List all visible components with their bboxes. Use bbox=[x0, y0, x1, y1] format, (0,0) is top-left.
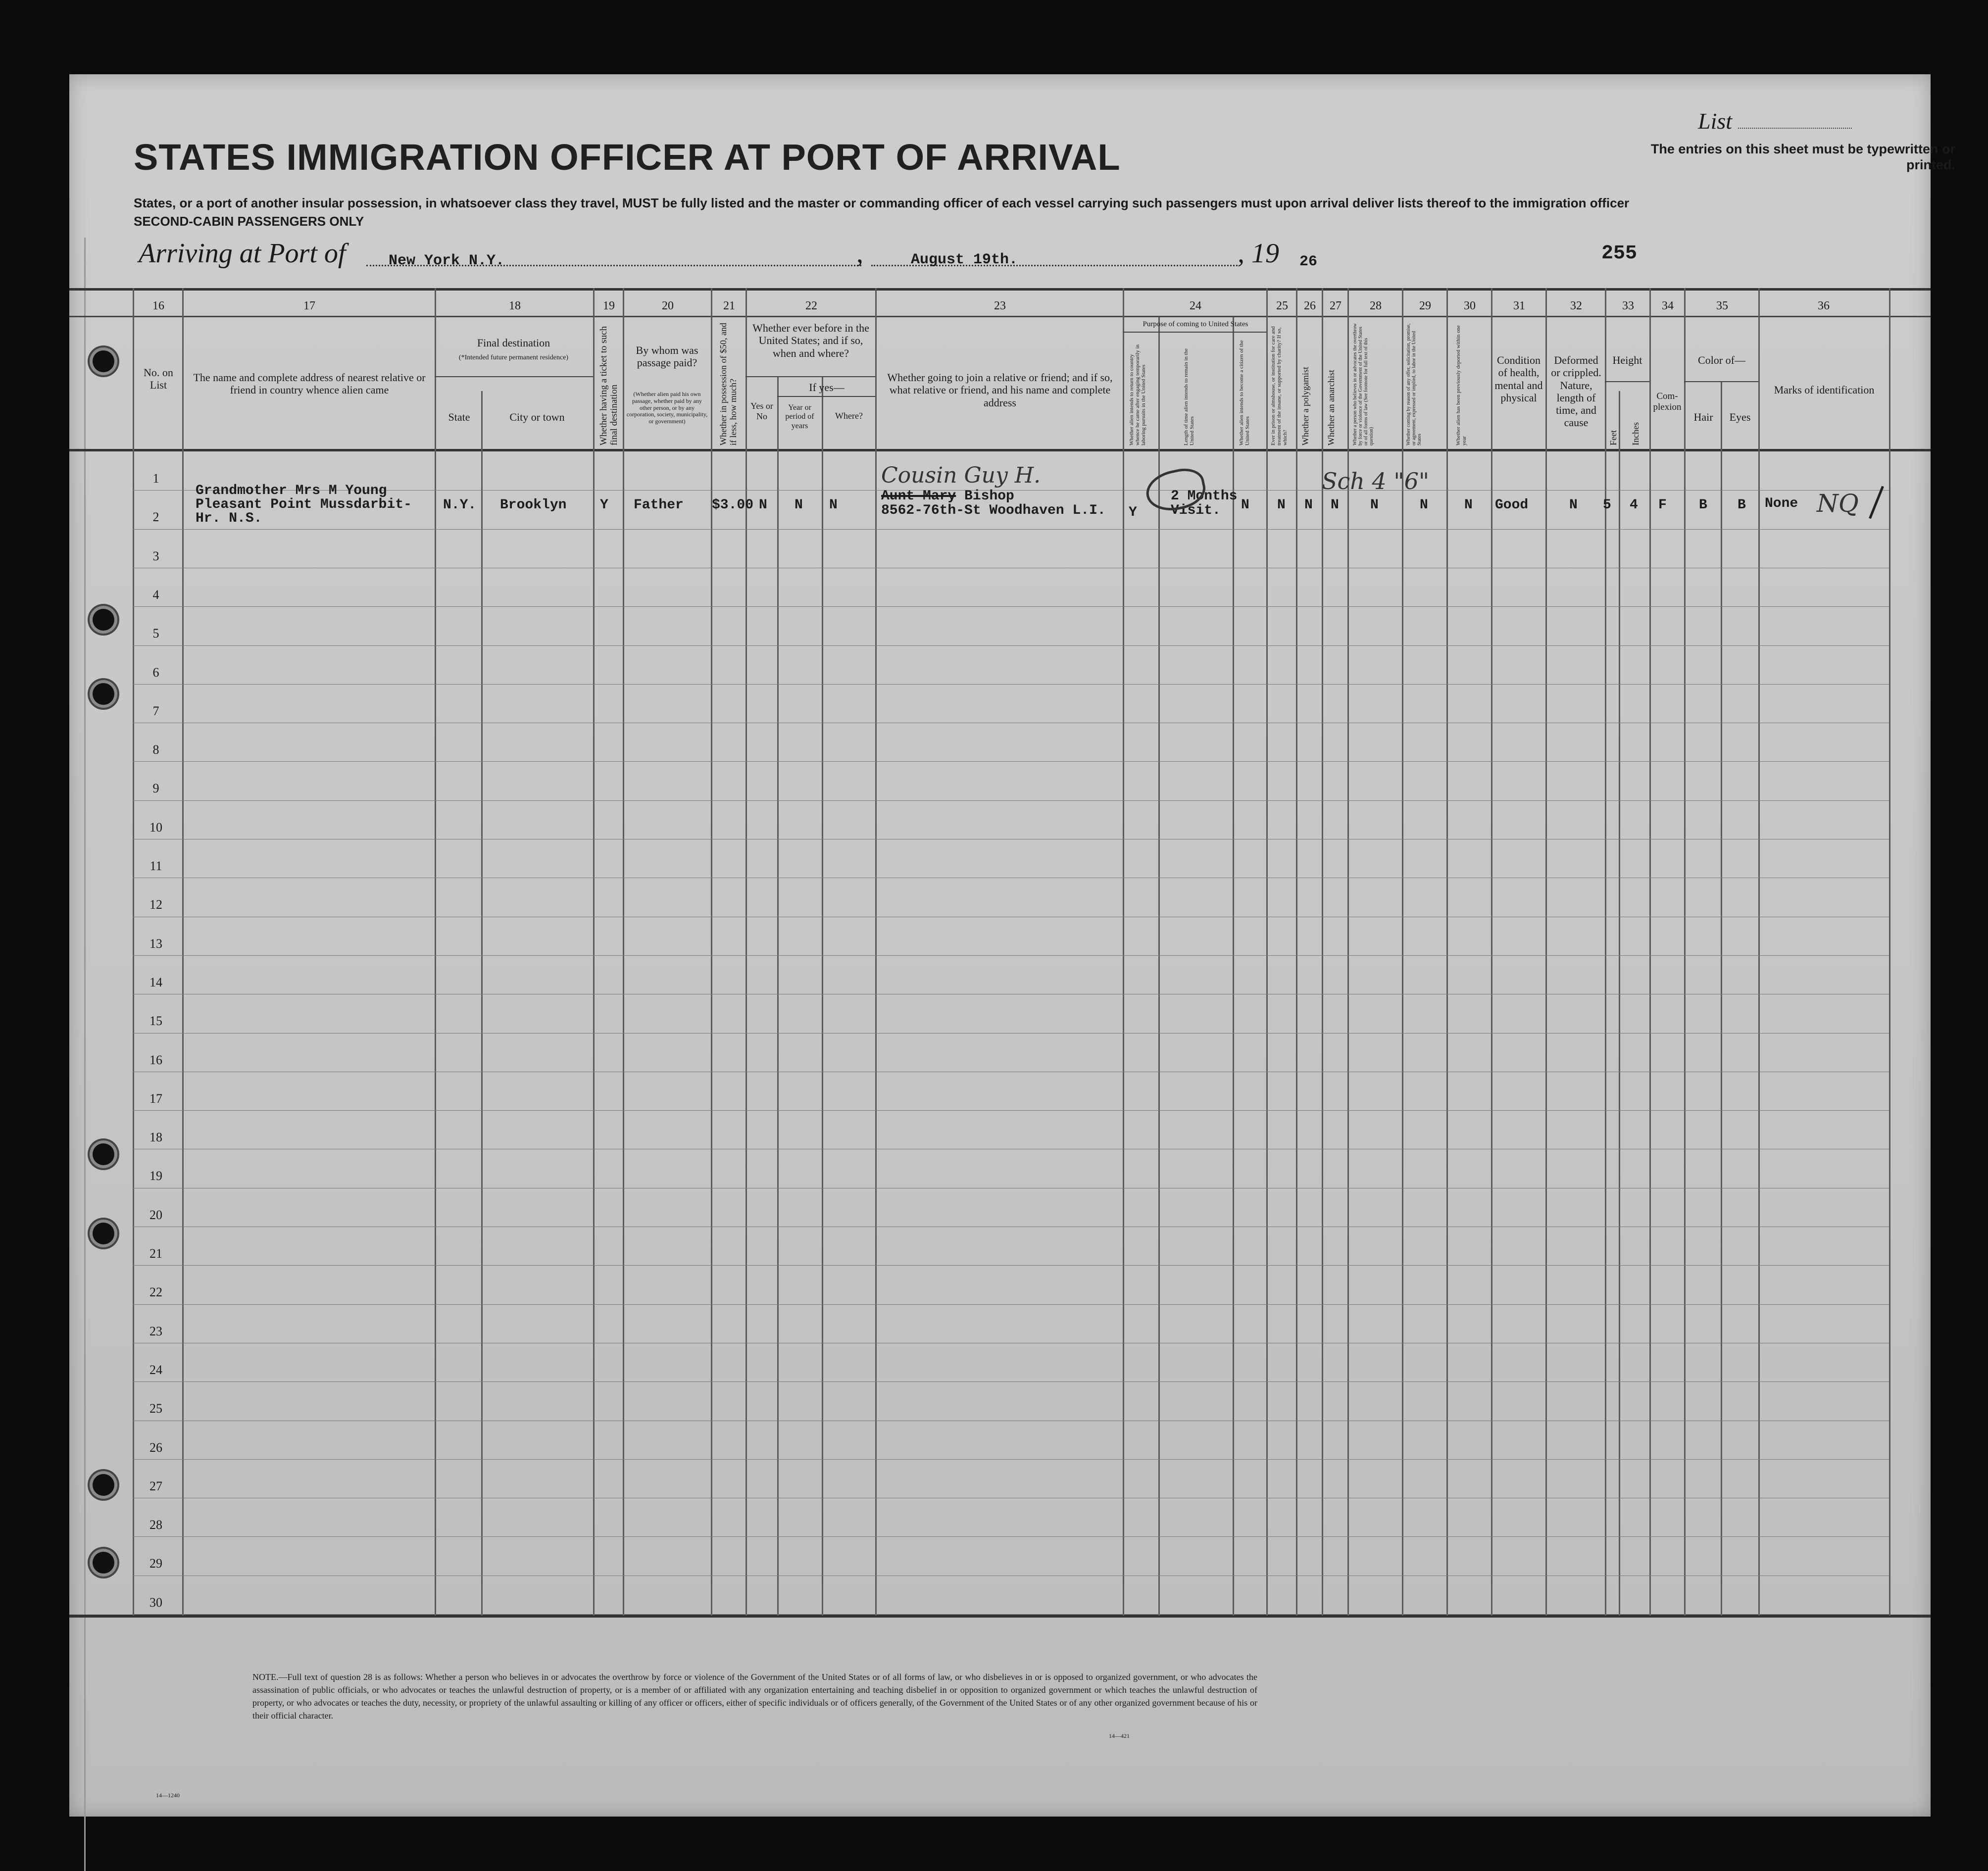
hdr-joining: Whether going to join a relative or friend; and if so, what relative or friend, and his name and complete address bbox=[887, 371, 1113, 409]
hdr-final-destination: Final destination bbox=[477, 337, 550, 349]
col-rule bbox=[1619, 391, 1620, 1616]
arriving-label: Arriving at Port of bbox=[139, 238, 346, 269]
colnum: 27 bbox=[1330, 299, 1342, 312]
punch-hole bbox=[93, 1223, 114, 1244]
row-number: 15 bbox=[149, 1014, 162, 1028]
hdr-state: State bbox=[448, 411, 470, 423]
row-line bbox=[133, 684, 1889, 685]
punch-hole bbox=[93, 609, 114, 631]
punch-hole bbox=[93, 350, 114, 372]
hdr-feet: Feet bbox=[1608, 430, 1618, 445]
col-rule bbox=[1605, 288, 1606, 1616]
hdr-relative: The name and complete address of nearest relative or friend in country whence alien came bbox=[193, 371, 426, 396]
subhdr-rule bbox=[1605, 381, 1649, 382]
row-number: 7 bbox=[152, 704, 159, 718]
row-number: 25 bbox=[149, 1401, 162, 1416]
colnum: 17 bbox=[303, 299, 315, 312]
entry-complexion: F bbox=[1658, 497, 1667, 513]
hdr-ever-before: Whether ever before in the United States; and if so, when and where? bbox=[752, 322, 869, 359]
entry-ticket: Y bbox=[600, 497, 608, 513]
entry-deformed: N bbox=[1569, 497, 1578, 513]
hdr-ticket: Whether having a ticket to such final destination bbox=[598, 326, 619, 445]
row-line bbox=[133, 606, 1889, 607]
year-suffix: 26 bbox=[1299, 253, 1318, 270]
colnum: 18 bbox=[509, 299, 521, 312]
entry-joining-struck: Aunt Mary bbox=[881, 489, 956, 504]
row-line bbox=[133, 1459, 1889, 1460]
row-number: 24 bbox=[149, 1363, 162, 1377]
footer-note: NOTE.—Full text of question 28 is as follows: Whether a person who believes in or advocates the overthrow by force or violence of the Government of the United States or of all forms of law, or who disbelieves in or is opposed to organized government, or who advocates the assassination of public officials, or who advocates or teaches the unlawful destruction of property, or is a member of or affiliated with any organization entertaining and teaching disbelief in or opposition to organized government or which teaches the unlawful destruction of property, or who advocates or teaches the duty, necessity, or propriety of the unlawful assaulting or killing of any officer or officers, either of specific individuals or of officers generally, of the Government of the United States or of any other organized government because of his or their official character. bbox=[252, 1672, 1257, 1721]
row-number: 3 bbox=[152, 549, 159, 563]
hdr-final-destination-note: (*Intended future permanent residence) bbox=[458, 354, 569, 361]
manifest-sheet bbox=[69, 74, 1955, 1817]
row-line bbox=[133, 1614, 1889, 1615]
entry-anarchist: N bbox=[1331, 497, 1339, 513]
row-number: 18 bbox=[149, 1130, 162, 1144]
instructions-text: States, or a port of another insular possession, in whatsoever class they travel, MUST be fully listed and the master or commanding officer of each vessel carrying such passengers must upon arrival deliver lists thereof to the immigration officer bbox=[134, 196, 1630, 210]
hdr-purpose-c: Whether alien intends to become a citizen of the United States bbox=[1239, 340, 1251, 445]
hdr-prison: Ever in prison or almshouse, or institution for care and treatment of the insane, or supported by charity? If so, which? bbox=[1270, 326, 1289, 445]
table-top-rule bbox=[69, 288, 1931, 291]
entry-yes-no: N bbox=[795, 497, 803, 513]
subhdr-rule bbox=[435, 376, 593, 377]
entries-note: The entries on this sheet must be typewritten or printed. bbox=[1650, 142, 1955, 173]
colnum: 32 bbox=[1570, 299, 1582, 312]
row-number: 11 bbox=[149, 859, 162, 873]
colnum: 16 bbox=[152, 299, 164, 312]
entry-purpose-b-line1: 2 Months bbox=[1171, 489, 1238, 504]
entry-relative-line2: Pleasant Point Mussdarbit- bbox=[196, 497, 412, 512]
row-line bbox=[133, 645, 1889, 646]
col-rule bbox=[1649, 288, 1651, 1616]
subhdr-rule bbox=[777, 396, 875, 397]
col-rule bbox=[182, 288, 184, 1616]
row-number: 26 bbox=[149, 1440, 162, 1455]
hdr-condition: Condition of health, mental and physical bbox=[1494, 354, 1543, 404]
entry-condition: Good bbox=[1495, 497, 1529, 513]
col-rule bbox=[711, 288, 712, 1616]
colnum: 19 bbox=[603, 299, 615, 312]
entry-deported: N bbox=[1464, 497, 1473, 513]
row-number: 2 bbox=[152, 510, 159, 524]
hdr-if-yes: If yes— bbox=[809, 381, 845, 394]
row-line bbox=[133, 800, 1889, 801]
row-number: 16 bbox=[149, 1053, 162, 1067]
cabin-class-text: SECOND-CABIN PASSENGERS ONLY bbox=[134, 214, 364, 229]
col-rule bbox=[777, 376, 779, 1616]
entry-paid-by: Father bbox=[634, 497, 684, 513]
entry-polygamist: N bbox=[1304, 497, 1313, 513]
punch-hole bbox=[93, 1552, 114, 1574]
row-number: 13 bbox=[149, 936, 162, 951]
colnum: 25 bbox=[1276, 299, 1288, 312]
entry-relative-line3: Hr. N.S. bbox=[196, 511, 262, 526]
col-rule bbox=[875, 288, 877, 1616]
colnum: 21 bbox=[723, 299, 735, 312]
row-number: 10 bbox=[149, 820, 162, 835]
check-mark bbox=[1869, 486, 1884, 519]
hdr-purpose: Purpose of coming to United States bbox=[1143, 320, 1248, 328]
col-rule bbox=[623, 288, 624, 1616]
row-number: 22 bbox=[149, 1285, 162, 1299]
row-line bbox=[133, 529, 1889, 530]
row-number: 28 bbox=[149, 1518, 162, 1532]
entry-handwritten-annotation: Sch 4 "6" bbox=[1322, 468, 1429, 494]
entry-contract: N bbox=[1420, 497, 1428, 513]
entry-marks: None bbox=[1765, 496, 1798, 511]
col-rule bbox=[1889, 288, 1890, 1616]
row-number: 29 bbox=[149, 1556, 162, 1571]
row-number: 19 bbox=[149, 1169, 162, 1183]
entry-hair: B bbox=[1699, 497, 1707, 513]
header-bottom-rule bbox=[69, 449, 1931, 451]
subhdr-rule bbox=[1123, 332, 1266, 333]
entry-purpose-c: N bbox=[1241, 497, 1249, 513]
hdr-anarchist: Whether an anarchist bbox=[1326, 370, 1336, 445]
col-rule bbox=[1758, 288, 1760, 1616]
port-value: New York N.Y. bbox=[389, 252, 505, 269]
hdr-purpose-a: Whether alien intends to return to country whence he came after engaging temporarily in laboring pursuits in the United States bbox=[1129, 344, 1147, 445]
hdr-no-on-list: No. on List bbox=[144, 366, 173, 392]
entry-city: Brooklyn bbox=[500, 497, 567, 513]
table-bottom-rule bbox=[69, 1615, 1931, 1618]
punch-hole bbox=[93, 1474, 114, 1496]
date-value: August 19th. bbox=[911, 251, 1018, 268]
row-number: 8 bbox=[152, 742, 159, 757]
hdr-purpose-b: Length of time alien intends to remain in the United States bbox=[1183, 348, 1195, 445]
hdr-marks: Marks of identification bbox=[1774, 384, 1875, 396]
col-rule bbox=[1446, 288, 1448, 1616]
year-prefix: , 19 bbox=[1238, 238, 1279, 269]
row-number: 1 bbox=[152, 471, 159, 486]
col-rule bbox=[133, 288, 134, 1616]
punch-hole bbox=[93, 1143, 114, 1165]
hdr-color-of: Color of— bbox=[1698, 354, 1745, 366]
colnum: 29 bbox=[1419, 299, 1431, 312]
entry-overthrow: N bbox=[1370, 497, 1379, 513]
entry-purpose-b-line2: Visit. bbox=[1171, 503, 1221, 519]
hdr-deformed: Deformed or crippled. Nature, length of time, and cause bbox=[1551, 354, 1601, 429]
entry-joining bbox=[881, 489, 1106, 518]
col-rule bbox=[435, 288, 436, 1616]
row-line bbox=[133, 1110, 1889, 1111]
hdr-polygamist: Whether a polygamist bbox=[1300, 367, 1310, 445]
colnum: 23 bbox=[994, 299, 1006, 312]
page-title: STATES IMMIGRATION OFFICER AT PORT OF ARRIVAL bbox=[134, 137, 1121, 178]
row-number: 6 bbox=[152, 665, 159, 680]
row-number: 14 bbox=[149, 975, 162, 989]
left-bound-edge bbox=[84, 238, 96, 1871]
entry-state: N.Y. bbox=[443, 497, 477, 513]
row-line bbox=[133, 955, 1889, 956]
hdr-inches: Inches bbox=[1631, 422, 1640, 445]
colnum: 24 bbox=[1190, 299, 1201, 312]
col-rule bbox=[1123, 288, 1124, 1616]
row-number: 27 bbox=[149, 1479, 162, 1493]
entry-where: N bbox=[829, 497, 838, 513]
form-code-left: 14—1240 bbox=[156, 1792, 180, 1799]
hdr-overthrow: Whether a person who believes in or advocates the overthrow by force or violence of the Government of the United States or of all forms of law (See footnote for full text of this question) bbox=[1352, 323, 1374, 445]
hdr-where: Where? bbox=[835, 411, 863, 421]
hdr-deported: Whether alien has been previously deported within one year bbox=[1455, 325, 1468, 445]
form-code: 14—421 bbox=[1109, 1732, 1130, 1739]
page-number: 255 bbox=[1601, 243, 1638, 265]
col-rule bbox=[1491, 288, 1492, 1616]
hdr-yes-no: Yes or No bbox=[750, 401, 773, 421]
row-line bbox=[133, 1265, 1889, 1266]
entry-joining-handwritten: Cousin Guy H. bbox=[881, 463, 1041, 488]
hdr-eyes: Eyes bbox=[1729, 411, 1751, 423]
col-rule bbox=[1266, 288, 1268, 1616]
row-number: 23 bbox=[149, 1324, 162, 1338]
col-rule bbox=[481, 391, 483, 1616]
colnum: 35 bbox=[1716, 299, 1728, 312]
col-rule bbox=[1684, 288, 1686, 1616]
row-number: 30 bbox=[149, 1595, 162, 1610]
entry-joining-name: Bishop bbox=[964, 489, 1014, 504]
colnum: 30 bbox=[1464, 299, 1476, 312]
colnum: 22 bbox=[805, 299, 817, 312]
colnum: 36 bbox=[1818, 299, 1830, 312]
hdr-contract: Whether coming by reason of any offer, solicitation, promise, or agreement, expressed or implied, to labor in the United States bbox=[1406, 323, 1422, 445]
col-rule bbox=[1545, 288, 1547, 1616]
col-rule bbox=[746, 288, 747, 1616]
row-number: 5 bbox=[152, 626, 159, 640]
row-number: 21 bbox=[149, 1246, 162, 1261]
hdr-money: Whether in possession of $50, and if less, how much? bbox=[718, 323, 738, 445]
col-rule bbox=[593, 288, 595, 1616]
entry-prison: N bbox=[1277, 497, 1286, 513]
row-number: 17 bbox=[149, 1091, 162, 1106]
entry-marks-handwritten: NQ bbox=[1817, 489, 1859, 518]
hdr-year-period: Year or period of years bbox=[785, 403, 814, 430]
entry-joining-address: 8562-76th-St Woodhaven L.I. bbox=[881, 503, 1106, 519]
row-number: 4 bbox=[152, 588, 159, 602]
hdr-paid-by: By whom was passage paid? bbox=[636, 344, 698, 369]
colnum: 34 bbox=[1662, 299, 1674, 312]
row-line bbox=[133, 1304, 1889, 1305]
colnum: 20 bbox=[662, 299, 674, 312]
row-line bbox=[133, 761, 1889, 762]
entry-ever-before: N bbox=[759, 497, 767, 513]
subhdr-rule bbox=[1684, 381, 1758, 382]
punch-hole bbox=[93, 683, 114, 705]
colnum-rule bbox=[69, 316, 1931, 317]
entry-relative-line1: Grandmother Mrs M Young bbox=[196, 483, 387, 498]
entry-eyes: B bbox=[1738, 497, 1746, 513]
colnum: 31 bbox=[1513, 299, 1525, 312]
hdr-height: Height bbox=[1612, 354, 1642, 366]
col-rule bbox=[822, 376, 823, 1616]
hdr-paid-by-note: (Whether alien paid his own passage, whether paid by any other person, or by any corporation, society, municipality, or government) bbox=[626, 391, 708, 425]
row-line bbox=[133, 1381, 1889, 1382]
colnum: 28 bbox=[1370, 299, 1382, 312]
hdr-complexion: Com- plexion bbox=[1653, 391, 1682, 412]
comma: , bbox=[856, 238, 863, 269]
row-number: 9 bbox=[152, 781, 159, 795]
row-number: 12 bbox=[149, 897, 162, 912]
entry-inches: 4 bbox=[1630, 497, 1638, 513]
row-line bbox=[133, 1536, 1889, 1537]
col-rule bbox=[1721, 381, 1722, 1616]
entry-relative bbox=[196, 484, 412, 526]
hdr-city: City or town bbox=[509, 411, 565, 423]
row-number: 20 bbox=[149, 1208, 162, 1222]
colnum: 33 bbox=[1622, 299, 1634, 312]
entry-feet: 5 bbox=[1603, 497, 1611, 513]
entry-purpose-a: Y bbox=[1129, 505, 1137, 520]
subhdr-rule bbox=[746, 376, 875, 377]
entry-money: $3.00 bbox=[712, 497, 754, 513]
row-line bbox=[133, 1033, 1889, 1034]
hdr-hair: Hair bbox=[1693, 411, 1713, 423]
colnum: 26 bbox=[1304, 299, 1316, 312]
col-rule bbox=[1296, 288, 1297, 1616]
list-label: List bbox=[1698, 108, 1852, 134]
